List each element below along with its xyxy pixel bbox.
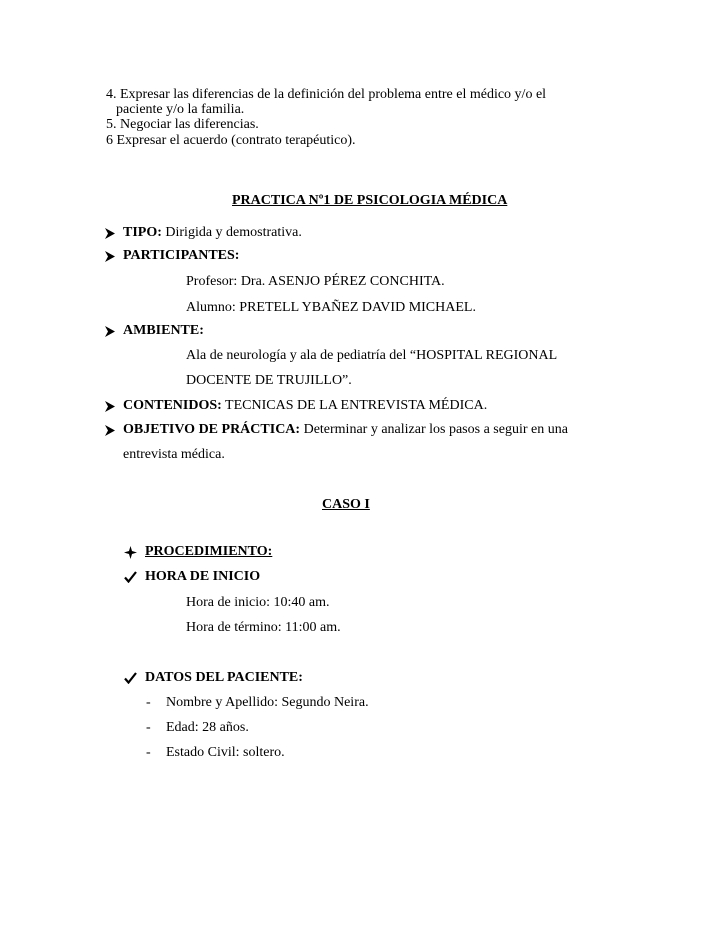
objetivo-label: OBJETIVO DE PRÁCTICA: <box>123 422 301 437</box>
arrow-bullet-icon <box>104 322 116 340</box>
intro-line-6: 6 Expresar el acuerdo (contrato terapéutico). <box>106 133 356 148</box>
arrow-bullet-icon <box>104 247 116 265</box>
list-item: Estado Civil: soltero. <box>166 745 285 760</box>
procedimiento-label: PROCEDIMIENTO: <box>145 544 273 559</box>
alumno-line: Alumno: PRETELL YBAÑEZ DAVID MICHAEL. <box>186 300 476 315</box>
hora-inicio: Hora de inicio: 10:40 am. <box>186 595 330 610</box>
arrow-bullet-icon <box>104 224 116 242</box>
tipo-value: Dirigida y demostrativa. <box>161 225 302 240</box>
caso-heading: CASO I <box>322 497 370 512</box>
ambiente-line-1: Ala de neurología y ala de pediatría del “HOSPITAL REGIONAL <box>186 348 558 363</box>
intro-line-4: 4. Expresar las diferencias de la definición del problema entre el médico y/o el <box>106 87 547 102</box>
ambiente-label: AMBIENTE: <box>123 323 204 338</box>
intro-line-5: 5. Negociar las diferencias. <box>106 117 259 132</box>
page-title: PRACTICA Nº1 DE PSICOLOGIA MÉDICA <box>232 193 508 208</box>
contenidos-value: TECNICAS DE LA ENTREVISTA MÉDICA. <box>221 398 488 413</box>
arrow-bullet-icon <box>104 397 116 415</box>
participantes-label: PARTICIPANTES: <box>123 248 240 263</box>
objetivo-line-2: entrevista médica. <box>123 447 225 462</box>
dash-bullet: - <box>146 720 151 735</box>
objetivo-line <box>123 421 568 439</box>
datos-label: DATOS DEL PACIENTE: <box>145 670 303 685</box>
list-item: Edad: 28 años. <box>166 720 249 735</box>
diamond-bullet-icon <box>124 543 138 561</box>
objetivo-value: Determinar y analizar los pasos a seguir en una <box>300 422 568 437</box>
profesor-line: Profesor: Dra. ASENJO PÉREZ CONCHITA. <box>186 274 445 289</box>
tipo-line <box>123 224 302 242</box>
checkmark-icon <box>124 568 138 586</box>
ambiente-line-2: DOCENTE DE TRUJILLO”. <box>186 373 352 388</box>
contenidos-line <box>123 397 487 415</box>
hora-termino: Hora de término: 11:00 am. <box>186 620 341 635</box>
dash-bullet: - <box>146 695 151 710</box>
hora-label: HORA DE INICIO <box>145 569 261 584</box>
arrow-bullet-icon <box>104 421 116 439</box>
list-item: Nombre y Apellido: Segundo Neira. <box>166 695 369 710</box>
checkmark-icon <box>124 669 138 687</box>
tipo-label: TIPO: <box>123 225 162 240</box>
contenidos-label: CONTENIDOS: <box>123 398 222 413</box>
dash-bullet: - <box>146 745 151 760</box>
intro-line-4-cont: paciente y/o la familia. <box>116 102 245 117</box>
